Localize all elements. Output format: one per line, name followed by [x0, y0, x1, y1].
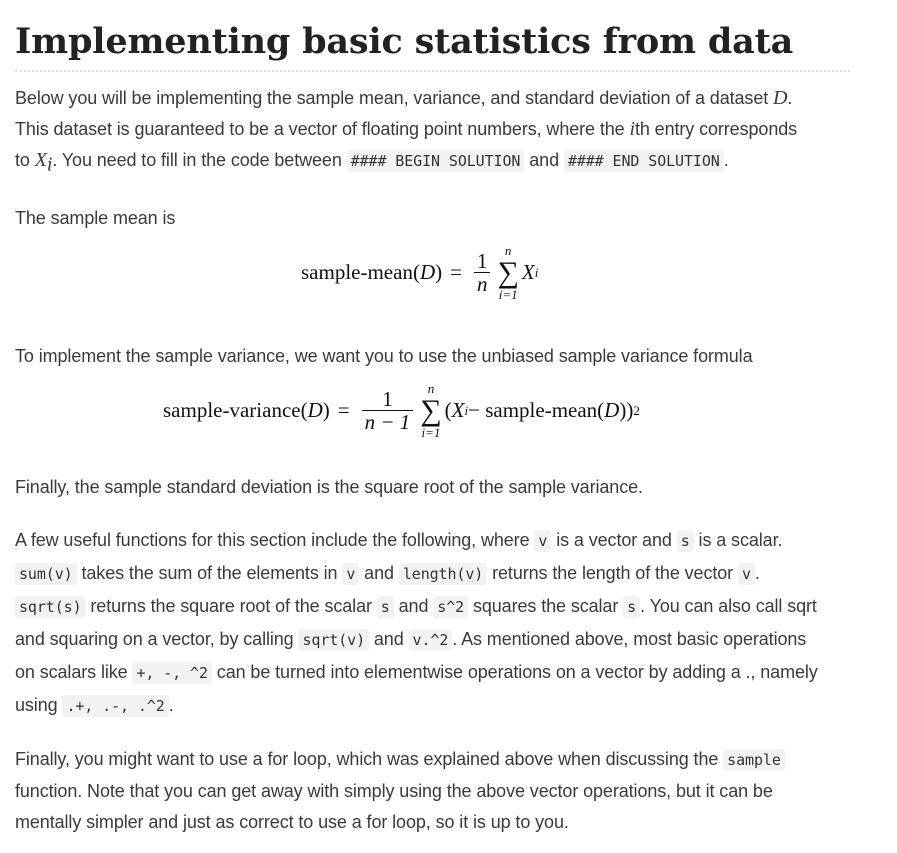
code-length: length(v)	[399, 563, 487, 585]
code-sqrt-s: sqrt(s)	[15, 596, 86, 618]
fraction: $\frac{1}{n - 1}$	[362, 388, 414, 433]
functions-paragraph: A few useful functions for this section include the following, where v is a vector and s is a scalar. sum(v) takes the sum of the elements in v and length(v) returns the length of the vector v . sqrt(s) returns the square root of the scalar s and s^2 squares the scalar s . You can also call sqrt and squaring on a vector, by calling sqrt(v) and v.^2 . As mentioned above, most basic operations on scalars like +, -, ^2 can be turned into elementwise operations on a vector by adding a ., namely using .+, .-, .^2 .	[15, 529, 818, 715]
code-elementwise-ops: .+, .-, .^2	[62, 695, 168, 717]
summation: n ∑ i=1	[497, 242, 519, 302]
code-sample: sample	[723, 749, 785, 771]
code-v-squared: v.^2	[409, 629, 453, 651]
code-scalar-ops: +, -, ^2	[132, 662, 211, 684]
fraction: $\frac{1}{n}$	[474, 250, 491, 295]
sample-variance-equation: sample-variance( D ) = $\frac{1}{n - 1}$ n ∑ i=1 ( X i − sample-mean( D )) 2	[163, 380, 640, 440]
page-title: Implementing basic statistics from data	[15, 21, 794, 62]
code-begin-solution: #### BEGIN SOLUTION	[347, 150, 525, 172]
code-sqrt-v: sqrt(v)	[298, 629, 369, 651]
code-s-squared: s^2	[433, 596, 468, 618]
code-end-solution: #### END SOLUTION	[564, 150, 724, 172]
loop-paragraph: Finally, you might want to use a for loop, which was explained above when discussing the sample function. Note that you can get away with simply using the above vector operations, but it can be mentally simpler and just as correct to use a for loop, so it is up to you.	[15, 744, 882, 838]
intro-paragraph: Below you will be implementing the sample mean, variance, and standard deviation of a dataset D. This dataset is guaranteed to be a vector of floating point numbers, where the ith entry corresponds to $X_i$. You need to fill in the code between #### BEGIN SOLUTION and #### END SOLUTION .	[15, 87, 798, 176]
summation: n ∑ i=1	[420, 380, 442, 440]
std-text: Finally, the sample standard deviation is the square root of the sample variance.	[15, 476, 643, 497]
variance-intro: To implement the sample variance, we want you to use the unbiased sample variance formula	[15, 345, 753, 366]
title-divider	[15, 70, 850, 72]
document	[0, 20, 897, 838]
mean-intro: The sample mean is	[15, 207, 176, 228]
math-D: D	[773, 87, 788, 109]
code-sum: sum(v)	[15, 563, 77, 585]
math-X: X	[34, 149, 47, 171]
math-i: i	[629, 118, 635, 140]
sample-mean-equation: sample-mean( D ) = $\frac{1}{n}$ n ∑ i=1 X i	[301, 242, 539, 302]
